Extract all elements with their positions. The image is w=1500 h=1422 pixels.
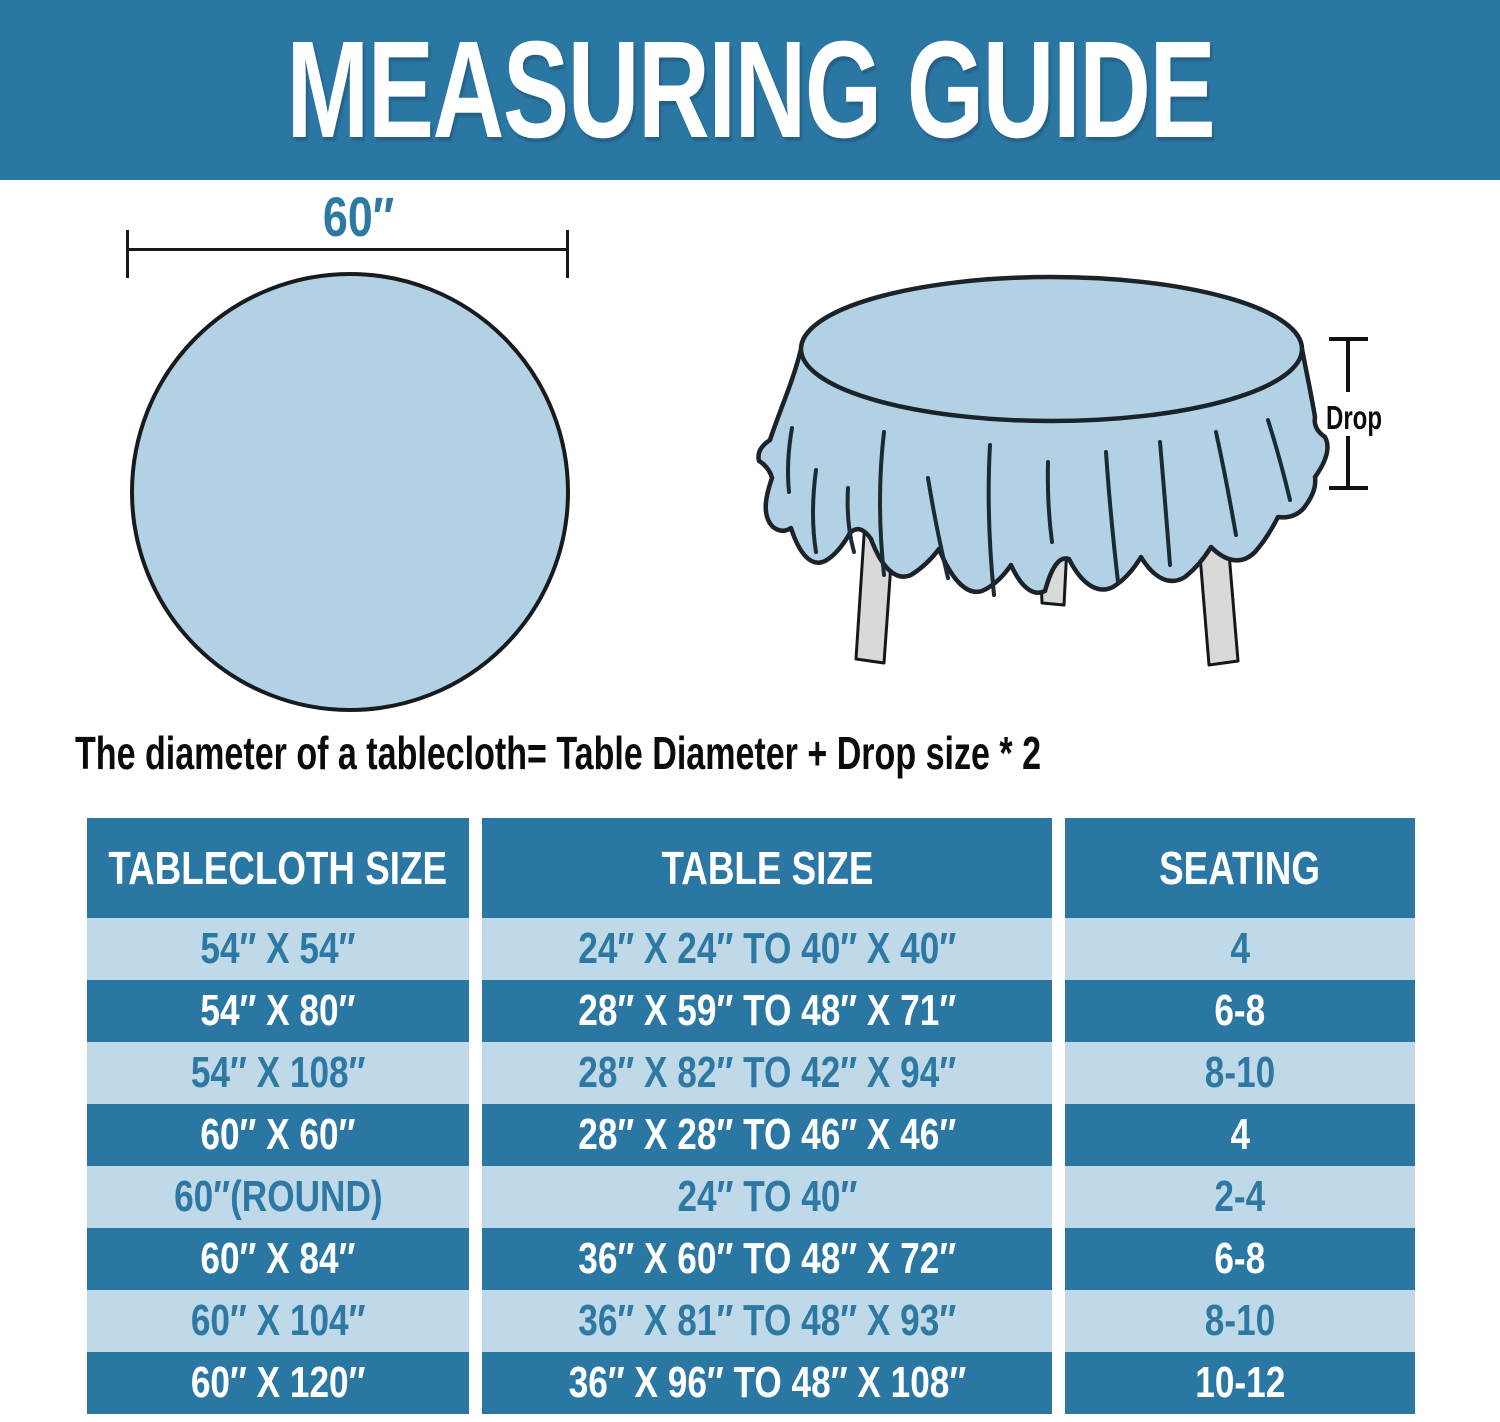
page-title: MEASURING GUIDE <box>286 12 1214 167</box>
table-size-cell: 24″ TO 40″ <box>482 1166 1052 1228</box>
table-row <box>87 1290 1415 1352</box>
size-table-header-row <box>87 818 1415 918</box>
seating-cell: 4 <box>1065 1104 1415 1166</box>
seating-cell: 6-8 <box>1065 1228 1415 1290</box>
table-row <box>87 1166 1415 1228</box>
header-tablecloth-size: TABLECLOTH SIZE <box>87 818 469 918</box>
size-table-body <box>87 918 1415 1414</box>
tablecloth-size-cell: 60″ X 104″ <box>87 1290 469 1352</box>
tablecloth-size-cell: 54″ X 54″ <box>87 918 469 980</box>
table-size-cell: 28″ X 82″ TO 42″ X 94″ <box>482 1042 1052 1104</box>
header-table-size: TABLE SIZE <box>482 818 1052 918</box>
seating-cell: 8-10 <box>1065 1290 1415 1352</box>
table-row <box>87 1352 1415 1414</box>
tablecloth-size-cell: 60″(ROUND) <box>87 1166 469 1228</box>
tablecloth-size-cell: 54″ X 80″ <box>87 980 469 1042</box>
table-row <box>87 1104 1415 1166</box>
diameter-dimension-tick-left <box>126 230 129 278</box>
table-size-cell: 36″ X 60″ TO 48″ X 72″ <box>482 1228 1052 1290</box>
seating-cell: 4 <box>1065 918 1415 980</box>
header-seating: SEATING <box>1065 818 1415 918</box>
table-with-tablecloth-diagram <box>740 250 1420 690</box>
seating-cell: 10-12 <box>1065 1352 1415 1414</box>
tablecloth-size-cell: 54″ X 108″ <box>87 1042 469 1104</box>
table-row <box>87 1228 1415 1290</box>
round-tablecloth-diagram <box>130 272 570 712</box>
table-size-cell: 28″ X 59″ TO 48″ X 71″ <box>482 980 1052 1042</box>
table-size-cell: 36″ X 96″ TO 48″ X 108″ <box>482 1352 1052 1414</box>
table-size-cell: 28″ X 28″ TO 46″ X 46″ <box>482 1104 1052 1166</box>
seating-cell: 6-8 <box>1065 980 1415 1042</box>
seating-cell: 8-10 <box>1065 1042 1415 1104</box>
table-row <box>87 918 1415 980</box>
diameter-formula: The diameter of a tablecloth= Table Diameter + Drop size * 2 <box>75 727 1042 779</box>
tablecloth-size-cell: 60″ X 60″ <box>87 1104 469 1166</box>
table-row <box>87 980 1415 1042</box>
diameter-dimension-tick-right <box>566 230 569 278</box>
title-banner <box>0 0 1500 180</box>
table-row <box>87 1042 1415 1104</box>
seating-cell: 2-4 <box>1065 1166 1415 1228</box>
tablecloth-size-cell: 60″ X 84″ <box>87 1228 469 1290</box>
tablecloth-size-cell: 60″ X 120″ <box>87 1352 469 1414</box>
diameter-label: 60″ <box>323 185 395 248</box>
drop-label: Drop <box>1326 399 1382 436</box>
diameter-dimension-line <box>127 248 569 251</box>
table-top <box>801 277 1302 421</box>
table-size-cell: 24″ X 24″ TO 40″ X 40″ <box>482 918 1052 980</box>
size-table <box>87 818 1415 1414</box>
table-size-cell: 36″ X 81″ TO 48″ X 93″ <box>482 1290 1052 1352</box>
